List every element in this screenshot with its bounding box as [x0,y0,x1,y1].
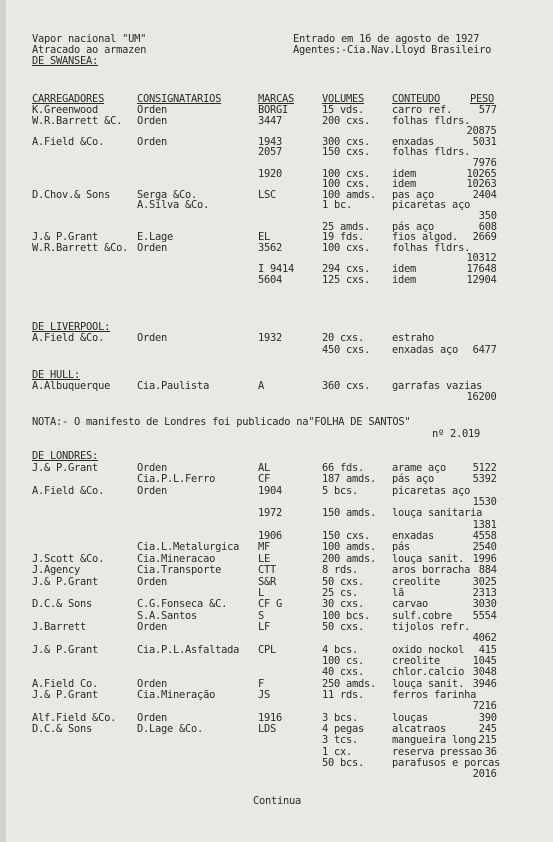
manifest-cell-volumes: 5 bcs. [322,484,359,497]
manifest-cell-volumes: 100 cs. [322,654,365,667]
manifest-cell-volumes: 100 amds. [322,188,377,201]
manifest-cell-consignee: Orden [137,711,168,724]
manifest-cell-contents: picaretas aço [392,199,471,212]
manifest-cell-shipper: J.Agency [32,564,81,577]
manifest-cell-shipper: D.C.& Sons [32,598,93,611]
manifest-cell-contents: oxido nockol [392,643,465,656]
manifest-cell-consignee: Orden [137,462,168,474]
manifest-cell-contents: pás aço [392,220,435,233]
manifest-cell-weight: 20875 [466,125,497,138]
column-header-volumes: VOLUMES [322,93,365,105]
manifest-cell-shipper: J.& P.Grant [32,462,99,474]
manifest-cell-volumes: 19 fds. [322,231,365,244]
manifest-cell-volumes: 66 fds. [322,462,365,474]
manifest-cell-mark: 3447 [258,114,283,127]
manifest-cell-volumes: 4 bcs. [322,643,359,656]
manifest-cell-contents: louça sanitaria [392,507,483,520]
manifest-cell-volumes: 8 rds. [322,564,359,577]
manifest-cell-volumes: 20 cxs. [322,332,365,344]
manifest-cell-mark: MF [258,541,271,554]
manifest-cell-shipper: Alf.Field &Co. [32,711,117,724]
manifest-cell-consignee: Cia.Mineração [137,689,216,701]
manifest-cell-weight: 3048 [472,666,497,679]
manifest-cell-mark: 1916 [258,711,283,724]
manifest-cell-consignee: Serga &Co. [137,188,198,201]
manifest-cell-mark: L [258,586,265,599]
manifest-cell-mark: BORGI [258,104,289,116]
manifest-cell-volumes: 100 cxs. [322,241,371,254]
manifest-cell-shipper: J.& P.Grant [32,643,99,656]
manifest-cell-contents: parafusos e porcas [392,757,501,770]
manifest-cell-volumes: 187 amds. [322,473,377,486]
manifest-cell-contents: idem [392,273,417,286]
manifest-cell-consignee: S.A.Santos [137,609,198,622]
manifest-cell-volumes: 200 cxs. [322,114,371,127]
manifest-cell-contents: enxadas aço [392,343,459,356]
manifest-cell-contents: picaretas aço [392,484,471,497]
manifest-cell-volumes: 294 cxs. [322,263,371,275]
manifest-cell-contents: creolite [392,575,441,588]
note-line-2: nº 2.019 [432,428,481,440]
manifest-cell-mark: S&R [258,575,277,588]
manifest-cell-volumes: 40 cxs. [322,666,365,679]
manifest-cell-shipper: W.R.Barrett &Co. [32,241,129,254]
manifest-cell-mark: JS [258,689,271,701]
note-line-1: NOTA:- O manifesto de Londres foi publicado na"FOLHA DE SANTOS" [32,416,411,428]
manifest-cell-volumes: 250 amds. [322,677,377,690]
manifest-cell-shipper: J.Barrett [32,620,87,633]
manifest-cell-volumes: 1 cx. [322,745,353,758]
manifest-cell-weight: 10312 [466,252,497,265]
manifest-cell-contents: arame aço [392,462,447,474]
manifest-cell-weight: 3946 [472,677,497,690]
manifest-cell-mark: CF G [258,598,283,611]
manifest-cell-contents: tijolos refr. [392,620,471,633]
manifest-cell-mark: 1906 [258,530,283,543]
manifest-cell-volumes: 50 bcs. [322,757,365,770]
manifest-cell-consignee: Orden [137,241,168,254]
manifest-cell-weight: 1530 [472,496,497,509]
manifest-cell-volumes: 100 cxs. [322,178,371,191]
manifest-cell-volumes: 3 tcs. [322,734,359,747]
manifest-cell-contents: estraho [392,332,435,344]
manifest-cell-weight: 1996 [472,552,497,565]
manifest-cell-weight: 7216 [472,700,497,713]
manifest-cell-weight: 350 [478,210,497,222]
manifest-cell-weight: 7976 [472,157,497,169]
manifest-cell-contents: pás [392,541,411,554]
manifest-cell-consignee: Orden [137,114,168,127]
column-header-weight: PESO [470,93,495,105]
manifest-cell-consignee: E.Lage [137,231,174,244]
berth-info: Atracado ao armazen [32,44,147,56]
manifest-cell-mark: 1943 [258,135,283,148]
manifest-cell-contents: pas aço [392,188,435,201]
manifest-cell-consignee: A.Silva &Co. [137,199,210,212]
manifest-cell-consignee: Cia.L.Metalurgica [137,541,240,554]
manifest-cell-contents: pás aço [392,473,435,486]
manifest-cell-weight: 2669 [472,231,497,244]
manifest-cell-contents: chlor.calcio [392,666,465,679]
manifest-cell-weight: 2016 [472,768,497,781]
manifest-cell-weight: 415 [478,643,497,656]
manifest-cell-weight: 4558 [472,530,497,543]
manifest-cell-volumes: 50 cxs. [322,575,365,588]
manifest-cell-contents: carro ref. [392,104,453,116]
manifest-cell-contents: mangueira long. [392,734,483,747]
manifest-cell-weight: 36 [484,745,497,758]
manifest-cell-contents: louça sanit. [392,677,465,690]
manifest-cell-volumes: 300 cxs. [322,135,371,148]
manifest-cell-mark: S [258,609,265,622]
manifest-cell-weight: 10265 [466,167,497,180]
manifest-cell-weight: 12904 [466,273,497,286]
manifest-cell-consignee: Cia.Mineracao [137,552,216,565]
manifest-cell-mark: 1904 [258,484,283,497]
manifest-cell-mark: 1920 [258,167,283,180]
manifest-cell-weight: 3030 [472,598,497,611]
origin-swansea: DE SWANSEA: [32,55,99,67]
manifest-cell-shipper: A.Field &Co. [32,332,105,344]
manifest-cell-shipper: J.& P.Grant [32,231,99,244]
column-header-mark: MARCAS [258,93,295,105]
manifest-cell-consignee: Cia.P.L.Asfaltada [137,643,240,656]
manifest-cell-volumes: 125 cxs. [322,273,371,286]
manifest-cell-mark: I 9414 [258,263,295,275]
agents: Agentes:-Cia.Nav.Lloyd Brasileiro [293,44,492,56]
manifest-cell-weight: 5031 [472,135,497,148]
manifest-cell-consignee: Orden [137,332,168,344]
manifest-cell-contents: folhas fldrs. [392,146,471,159]
manifest-cell-volumes: 150 cxs. [322,146,371,159]
manifest-cell-weight: 2540 [472,541,497,554]
manifest-cell-weight: 16200 [466,390,497,403]
manifest-cell-contents: alcatraos [392,723,447,736]
manifest-cell-mark: 2057 [258,146,283,159]
manifest-cell-shipper: D.Chov.& Sons [32,188,111,201]
manifest-cell-mark: LSC [258,188,277,201]
manifest-cell-shipper: K.Greenwood [32,104,99,116]
manifest-cell-volumes: 150 amds. [322,507,377,520]
manifest-cell-consignee: Orden [137,677,168,690]
manifest-cell-contents: enxadas [392,530,435,543]
manifest-cell-consignee: Orden [137,484,168,497]
manifest-cell-shipper: J.& P.Grant [32,575,99,588]
manifest-cell-shipper: J.& P.Grant [32,689,99,701]
manifest-cell-weight: 1381 [472,518,497,531]
manifest-cell-volumes: 15 vds. [322,104,365,116]
manifest-cell-shipper: J.Scott &Co. [32,552,105,565]
manifest-cell-weight: 10263 [466,178,497,191]
manifest-cell-mark: LE [258,552,271,565]
manifest-cell-contents: reserva pressao [392,745,483,758]
manifest-cell-volumes: 100 amds. [322,541,377,554]
manifest-cell-shipper: A.Albuquerque [32,380,111,392]
manifest-cell-weight: 215 [478,734,497,747]
manifest-cell-weight: 4062 [472,632,497,645]
scan-edge [0,0,6,842]
manifest-cell-mark: EL [258,231,271,244]
manifest-cell-volumes: 360 cxs. [322,380,371,392]
manifest-cell-consignee: Orden [137,575,168,588]
hull-section-title: DE HULL: [32,369,81,381]
manifest-cell-volumes: 200 amds. [322,552,377,565]
manifest-cell-weight: 6477 [472,343,497,356]
manifest-cell-mark: LF [258,620,271,633]
manifest-cell-volumes: 100 bcs. [322,609,371,622]
column-header-shipper: CARREGADORES [32,93,105,105]
manifest-cell-weight: 884 [478,564,497,577]
manifest-cell-mark: F [258,677,265,690]
manifest-cell-contents: carvao [392,598,429,611]
manifest-cell-volumes: 100 cxs. [322,167,371,180]
ship-name: Vapor nacional "UM" [32,33,147,45]
manifest-cell-contents: idem [392,167,417,180]
manifest-cell-weight: 17648 [466,263,497,275]
manifest-cell-mark: LDS [258,723,277,736]
manifest-cell-contents: sulf.cobre [392,609,453,622]
manifest-cell-shipper: A.Field Co. [32,677,99,690]
manifest-cell-weight: 577 [478,104,497,116]
manifest-cell-mark: AL [258,462,271,474]
manifest-cell-consignee: D.Lage &Co. [137,723,204,736]
manifest-cell-contents: garrafas vazias [392,380,483,392]
manifest-cell-shipper: D.C.& Sons [32,723,93,736]
manifest-cell-contents: louça sanit. [392,552,465,565]
manifest-cell-weight: 390 [478,711,497,724]
manifest-cell-contents: ferros farinha [392,689,477,701]
manifest-cell-volumes: 25 cs. [322,586,359,599]
manifest-cell-contents: idem [392,178,417,191]
manifest-cell-consignee: Orden [137,135,168,148]
manifest-cell-shipper: A.Field &Co. [32,135,105,148]
manifest-cell-mark: CTT [258,564,277,577]
manifest-cell-weight: 5122 [472,462,497,474]
manifest-cell-mark: 1932 [258,332,283,344]
manifest-cell-contents: aros borracha [392,564,471,577]
manifest-cell-mark: 3562 [258,241,283,254]
manifest-cell-mark: 1972 [258,507,283,520]
londres-section-title: DE LONDRES: [32,450,99,462]
manifest-cell-consignee: Cia.P.L.Ferro [137,473,216,486]
column-header-contents: CONTEUDO [392,93,441,105]
manifest-cell-consignee: Orden [137,104,168,116]
manifest-cell-contents: folhas fldrs. [392,114,471,127]
liverpool-section-title: DE LIVERPOOL: [32,321,111,333]
manifest-cell-contents: louças [392,711,429,724]
manifest-cell-volumes: 11 rds. [322,689,365,701]
manifest-cell-mark: CPL [258,643,277,656]
manifest-cell-weight: 2313 [472,586,497,599]
manifest-cell-weight: 2404 [472,188,497,201]
manifest-cell-volumes: 1 bc. [322,199,353,212]
manifest-cell-contents: creolite [392,654,441,667]
manifest-cell-weight: 5392 [472,473,497,486]
manifest-cell-volumes: 3 bcs. [322,711,359,724]
manifest-cell-shipper: A.Field &Co. [32,484,105,497]
manifest-cell-weight: 5554 [472,609,497,622]
manifest-cell-volumes: 30 cxs. [322,598,365,611]
column-header-consignee: CONSIGNATARIOS [137,93,222,105]
manifest-cell-weight: 1045 [472,654,497,667]
manifest-cell-volumes: 450 cxs. [322,343,371,356]
manifest-cell-volumes: 150 cxs. [322,530,371,543]
manifest-cell-mark: 5604 [258,273,283,286]
manifest-cell-consignee: Cia.Transporte [137,564,222,577]
manifest-cell-consignee: C.G.Fonseca &C. [137,598,228,611]
manifest-cell-contents: fios algod. [392,231,459,244]
manifest-cell-shipper: W.R.Barrett &C. [32,114,123,127]
manifest-cell-contents: folhas fldrs. [392,241,471,254]
manifest-cell-weight: 3025 [472,575,497,588]
manifest-cell-contents: idem [392,263,417,275]
manifest-cell-mark: A [258,380,265,392]
manifest-cell-volumes: 4 pegas [322,723,365,736]
manifest-cell-contents: enxadas [392,135,435,148]
entry-date: Entrado em 16 de agosto de 1927 [293,33,480,45]
manifest-cell-contents: lã [392,586,405,599]
manifest-cell-consignee: Orden [137,620,168,633]
manifest-cell-weight: 245 [478,723,497,736]
manifest-cell-volumes: 50 cxs. [322,620,365,633]
manifest-cell-consignee: Cia.Paulista [137,380,210,392]
manifest-cell-weight: 608 [478,220,497,233]
manifest-cell-volumes: 25 amds. [322,220,371,233]
manifest-cell-mark: CF [258,473,271,486]
continua-footer: Continua [253,795,302,807]
